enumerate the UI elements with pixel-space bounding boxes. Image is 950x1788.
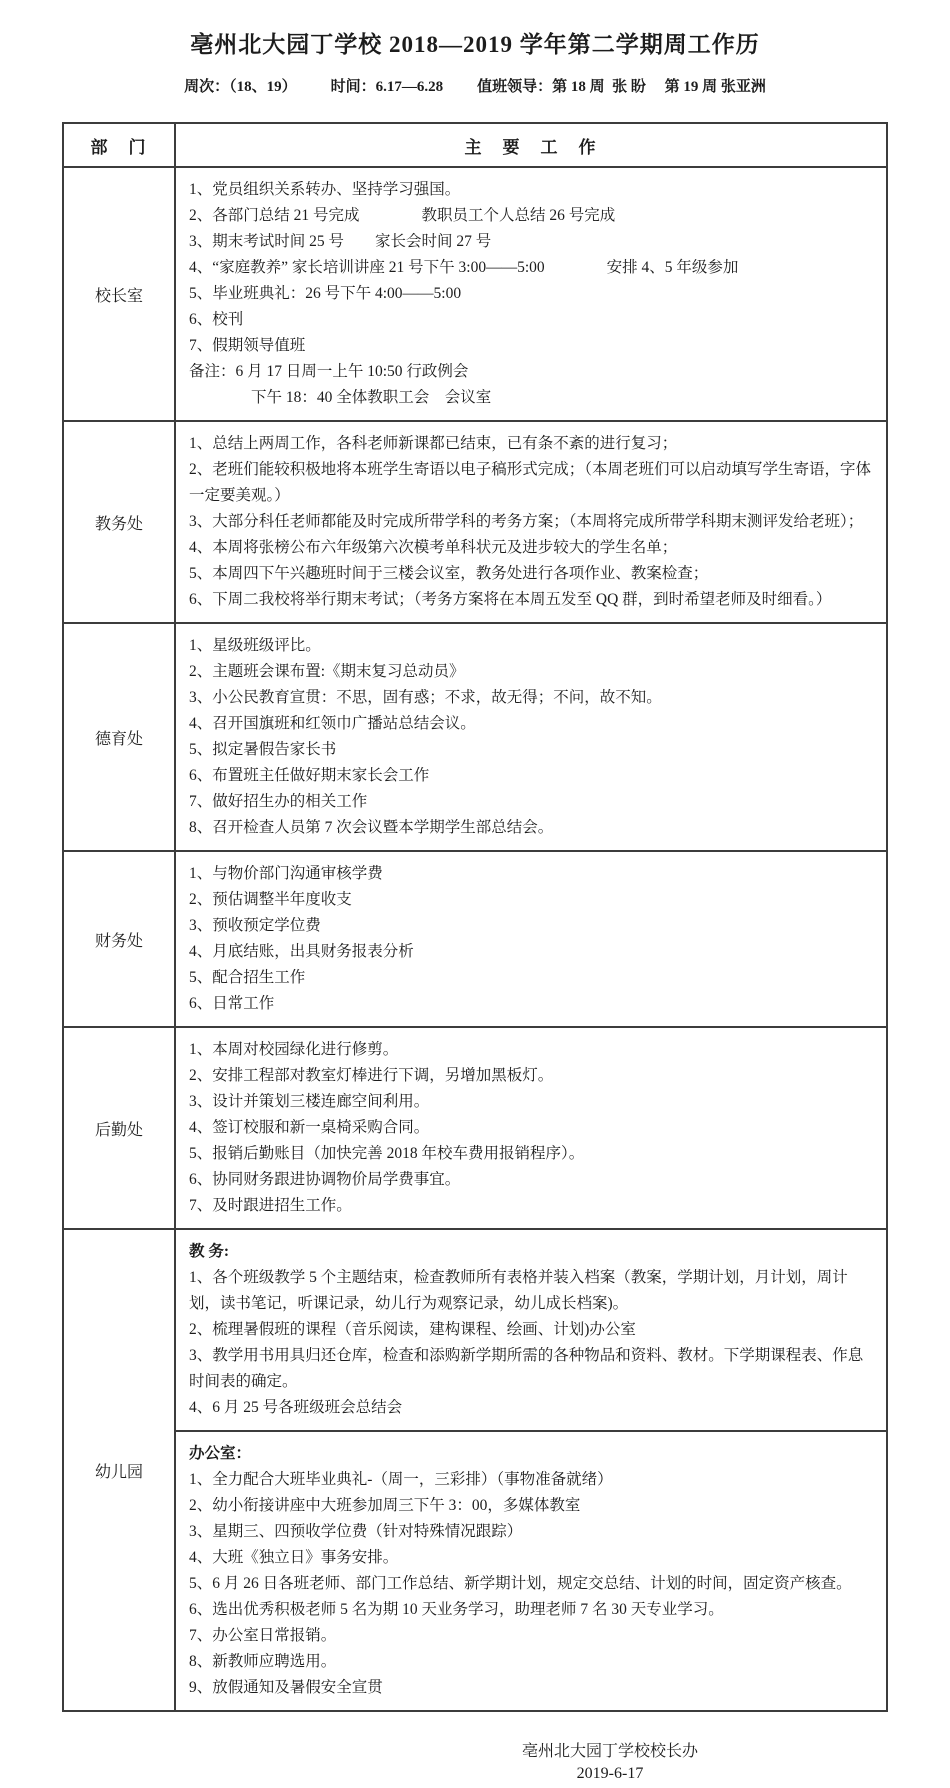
work-line: 2、老班们能较积极地将本班学生寄语以电子稿形式完成；（本周老班们可以启动填写学生寄语，字体一定要美观。） bbox=[189, 461, 872, 504]
dept-cell: 后勤处 bbox=[63, 1027, 175, 1229]
work-line: 7、办公室日常报销。 bbox=[189, 1627, 337, 1644]
work-line: 5、毕业班典礼：26 号下午 4:00——5:00 bbox=[189, 285, 462, 302]
work-line: 5、配合招生工作 bbox=[189, 969, 306, 986]
meta-week: 周次：（18、19） bbox=[184, 79, 297, 95]
work-line: 6、下周二我校将举行期末考试；（考务方案将在本周五发至 QQ 群，到时希望老师及时细看。） bbox=[189, 591, 832, 608]
table-row bbox=[63, 851, 887, 1027]
work-line: 3、教学用书用具归还仓库，检查和添购新学期所需的各种物品和资料、教材。下学期课程表、作息时间表的确定。 bbox=[189, 1347, 864, 1390]
footer-date: 2019-6-17 bbox=[576, 1765, 644, 1782]
dept-cell: 教务处 bbox=[63, 421, 175, 623]
work-column-header: 主 要 工 作 bbox=[175, 123, 887, 167]
work-table-body bbox=[63, 167, 887, 1711]
work-line: 6、日常工作 bbox=[189, 995, 275, 1012]
table-row bbox=[63, 1431, 887, 1711]
dept-cell: 幼儿园 bbox=[63, 1229, 175, 1711]
work-line: 8、召开检查人员第 7 次会议暨本学期学生部总结会。 bbox=[189, 819, 554, 836]
work-line: 4、签订校服和新一桌椅采购合同。 bbox=[189, 1119, 430, 1136]
work-line: 4、本周将张榜公布六年级第六次模考单科状元及进步较大的学生名单； bbox=[189, 539, 678, 556]
footer-org: 亳州北大园丁学校校长办 bbox=[521, 1743, 698, 1760]
work-line: 1、全力配合大班毕业典礼-（周一，三彩排）（事物准备就绪） bbox=[189, 1471, 613, 1488]
work-line: 4、6 月 25 号各班级班会总结会 bbox=[189, 1399, 403, 1416]
work-line: 5、拟定暑假告家长书 bbox=[189, 741, 337, 758]
work-line: 3、小公民教育宣贯：不思，固有惑；不求，故无得；不问，故不知。 bbox=[189, 689, 662, 706]
work-line: 8、新教师应聘选用。 bbox=[189, 1653, 337, 1670]
work-line: 7、假期领导值班 bbox=[189, 337, 306, 354]
table-row bbox=[63, 1027, 887, 1229]
work-line: 1、党员组织关系转办、坚持学习强国。 bbox=[189, 181, 461, 198]
dept-cell: 德育处 bbox=[63, 623, 175, 851]
work-line: 7、及时跟进招生工作。 bbox=[189, 1197, 352, 1214]
work-line: 2、主题班会课布置:《期末复习总动员》 bbox=[189, 663, 465, 680]
table-row bbox=[63, 167, 887, 421]
work-line: 1、各个班级教学 5 个主题结束，检查教师所有表格并装入档案（教案，学期计划，月计划，周计划，读书笔记，听课记录，幼儿行为观察记录，幼儿成长档案)。 bbox=[189, 1269, 848, 1312]
block-heading: 教 务: bbox=[189, 1243, 230, 1260]
work-line: 1、与物价部门沟通审核学费 bbox=[189, 865, 383, 882]
table-row bbox=[63, 623, 887, 851]
work-line: 4、大班《独立日》事务安排。 bbox=[189, 1549, 399, 1566]
work-line: 下午 18：40 全体教职工会 会议室 bbox=[189, 389, 492, 406]
work-cell bbox=[175, 1027, 887, 1229]
work-cell bbox=[175, 851, 887, 1027]
meta-duty-leaders: 值班领导：第 18 周 张 盼 第 19 周 张亚洲 bbox=[477, 79, 766, 95]
dept-cell: 校长室 bbox=[63, 167, 175, 421]
work-line: 2、预估调整半年度收支 bbox=[189, 891, 352, 908]
work-cell bbox=[175, 1229, 887, 1431]
work-cell bbox=[175, 167, 887, 421]
work-line: 6、选出优秀积极老师 5 名为期 10 天业务学习，助理老师 7 名 30 天专业学习。 bbox=[189, 1601, 724, 1618]
dept-column-header: 部 门 bbox=[63, 123, 175, 167]
work-line: 2、各部门总结 21 号完成 教职员工个人总结 26 号完成 bbox=[189, 207, 616, 224]
block-heading: 办公室： bbox=[189, 1445, 252, 1462]
work-cell bbox=[175, 623, 887, 851]
work-cell bbox=[175, 1431, 887, 1711]
work-line: 3、大部分科任老师都能及时完成所带学科的考务方案；（本周将完成所带学科期末测评发给老班）； bbox=[189, 513, 864, 530]
meta-time: 时间：6.17—6.28 bbox=[330, 79, 444, 95]
work-line: 1、星级班级评比。 bbox=[189, 637, 321, 654]
work-line: 9、放假通知及暑假安全宣贯 bbox=[189, 1679, 383, 1696]
work-line: 备注：6 月 17 日周一上午 10:50 行政例会 bbox=[189, 363, 469, 380]
table-row bbox=[63, 1229, 887, 1431]
work-line: 6、校刊 bbox=[189, 311, 244, 328]
work-line: 4、月底结账，出具财务报表分析 bbox=[189, 943, 414, 960]
work-line: 2、幼小衔接讲座中大班参加周三下午 3：00，多媒体教室 bbox=[189, 1497, 581, 1514]
work-line: 1、总结上两周工作，各科老师新课都已结束，已有条不紊的进行复习； bbox=[189, 435, 678, 452]
table-row bbox=[63, 421, 887, 623]
work-line: 4、“家庭教养” 家长培训讲座 21 号下午 3:00——5:00 安排 4、5 年级参加 bbox=[189, 259, 739, 276]
work-line: 7、做好招生办的相关工作 bbox=[189, 793, 368, 810]
work-line: 3、期末考试时间 25 号 家长会时间 27 号 bbox=[189, 233, 492, 250]
work-line: 5、本周四下午兴趣班时间于三楼会议室，教务处进行各项作业、教案检查； bbox=[189, 565, 709, 582]
work-line: 2、梳理暑假班的课程（音乐阅读，建构课程、绘画、计划)办公室 bbox=[189, 1321, 636, 1338]
page-title: 亳州北大园丁学校 2018—2019 学年第二学期周工作历 bbox=[190, 32, 760, 57]
dept-cell: 财务处 bbox=[63, 851, 175, 1027]
work-line: 4、召开国旗班和红领巾广播站总结会议。 bbox=[189, 715, 476, 732]
work-line: 1、本周对校园绿化进行修剪。 bbox=[189, 1041, 399, 1058]
work-line: 3、设计并策划三楼连廊空间利用。 bbox=[189, 1093, 430, 1110]
work-table bbox=[62, 122, 888, 1712]
table-header-row bbox=[63, 123, 887, 167]
work-line: 3、预收预定学位费 bbox=[189, 917, 321, 934]
work-line: 5、报销后勤账目（加快完善 2018 年校车费用报销程序）。 bbox=[189, 1145, 585, 1162]
meta-line bbox=[0, 75, 950, 96]
work-line: 3、星期三、四预收学位费（针对特殊情况跟踪） bbox=[189, 1523, 523, 1540]
work-cell bbox=[175, 421, 887, 623]
work-line: 6、布置班主任做好期末家长会工作 bbox=[189, 767, 430, 784]
work-line: 2、安排工程部对教室灯棒进行下调，另增加黑板灯。 bbox=[189, 1067, 554, 1084]
work-line: 6、协同财务跟进协调物价局学费事宜。 bbox=[189, 1171, 461, 1188]
work-line: 5、6 月 26 日各班老师、部门工作总结、新学期计划，规定交总结、计划的时间，固定资产核查。 bbox=[189, 1575, 852, 1592]
footer bbox=[460, 1738, 760, 1783]
